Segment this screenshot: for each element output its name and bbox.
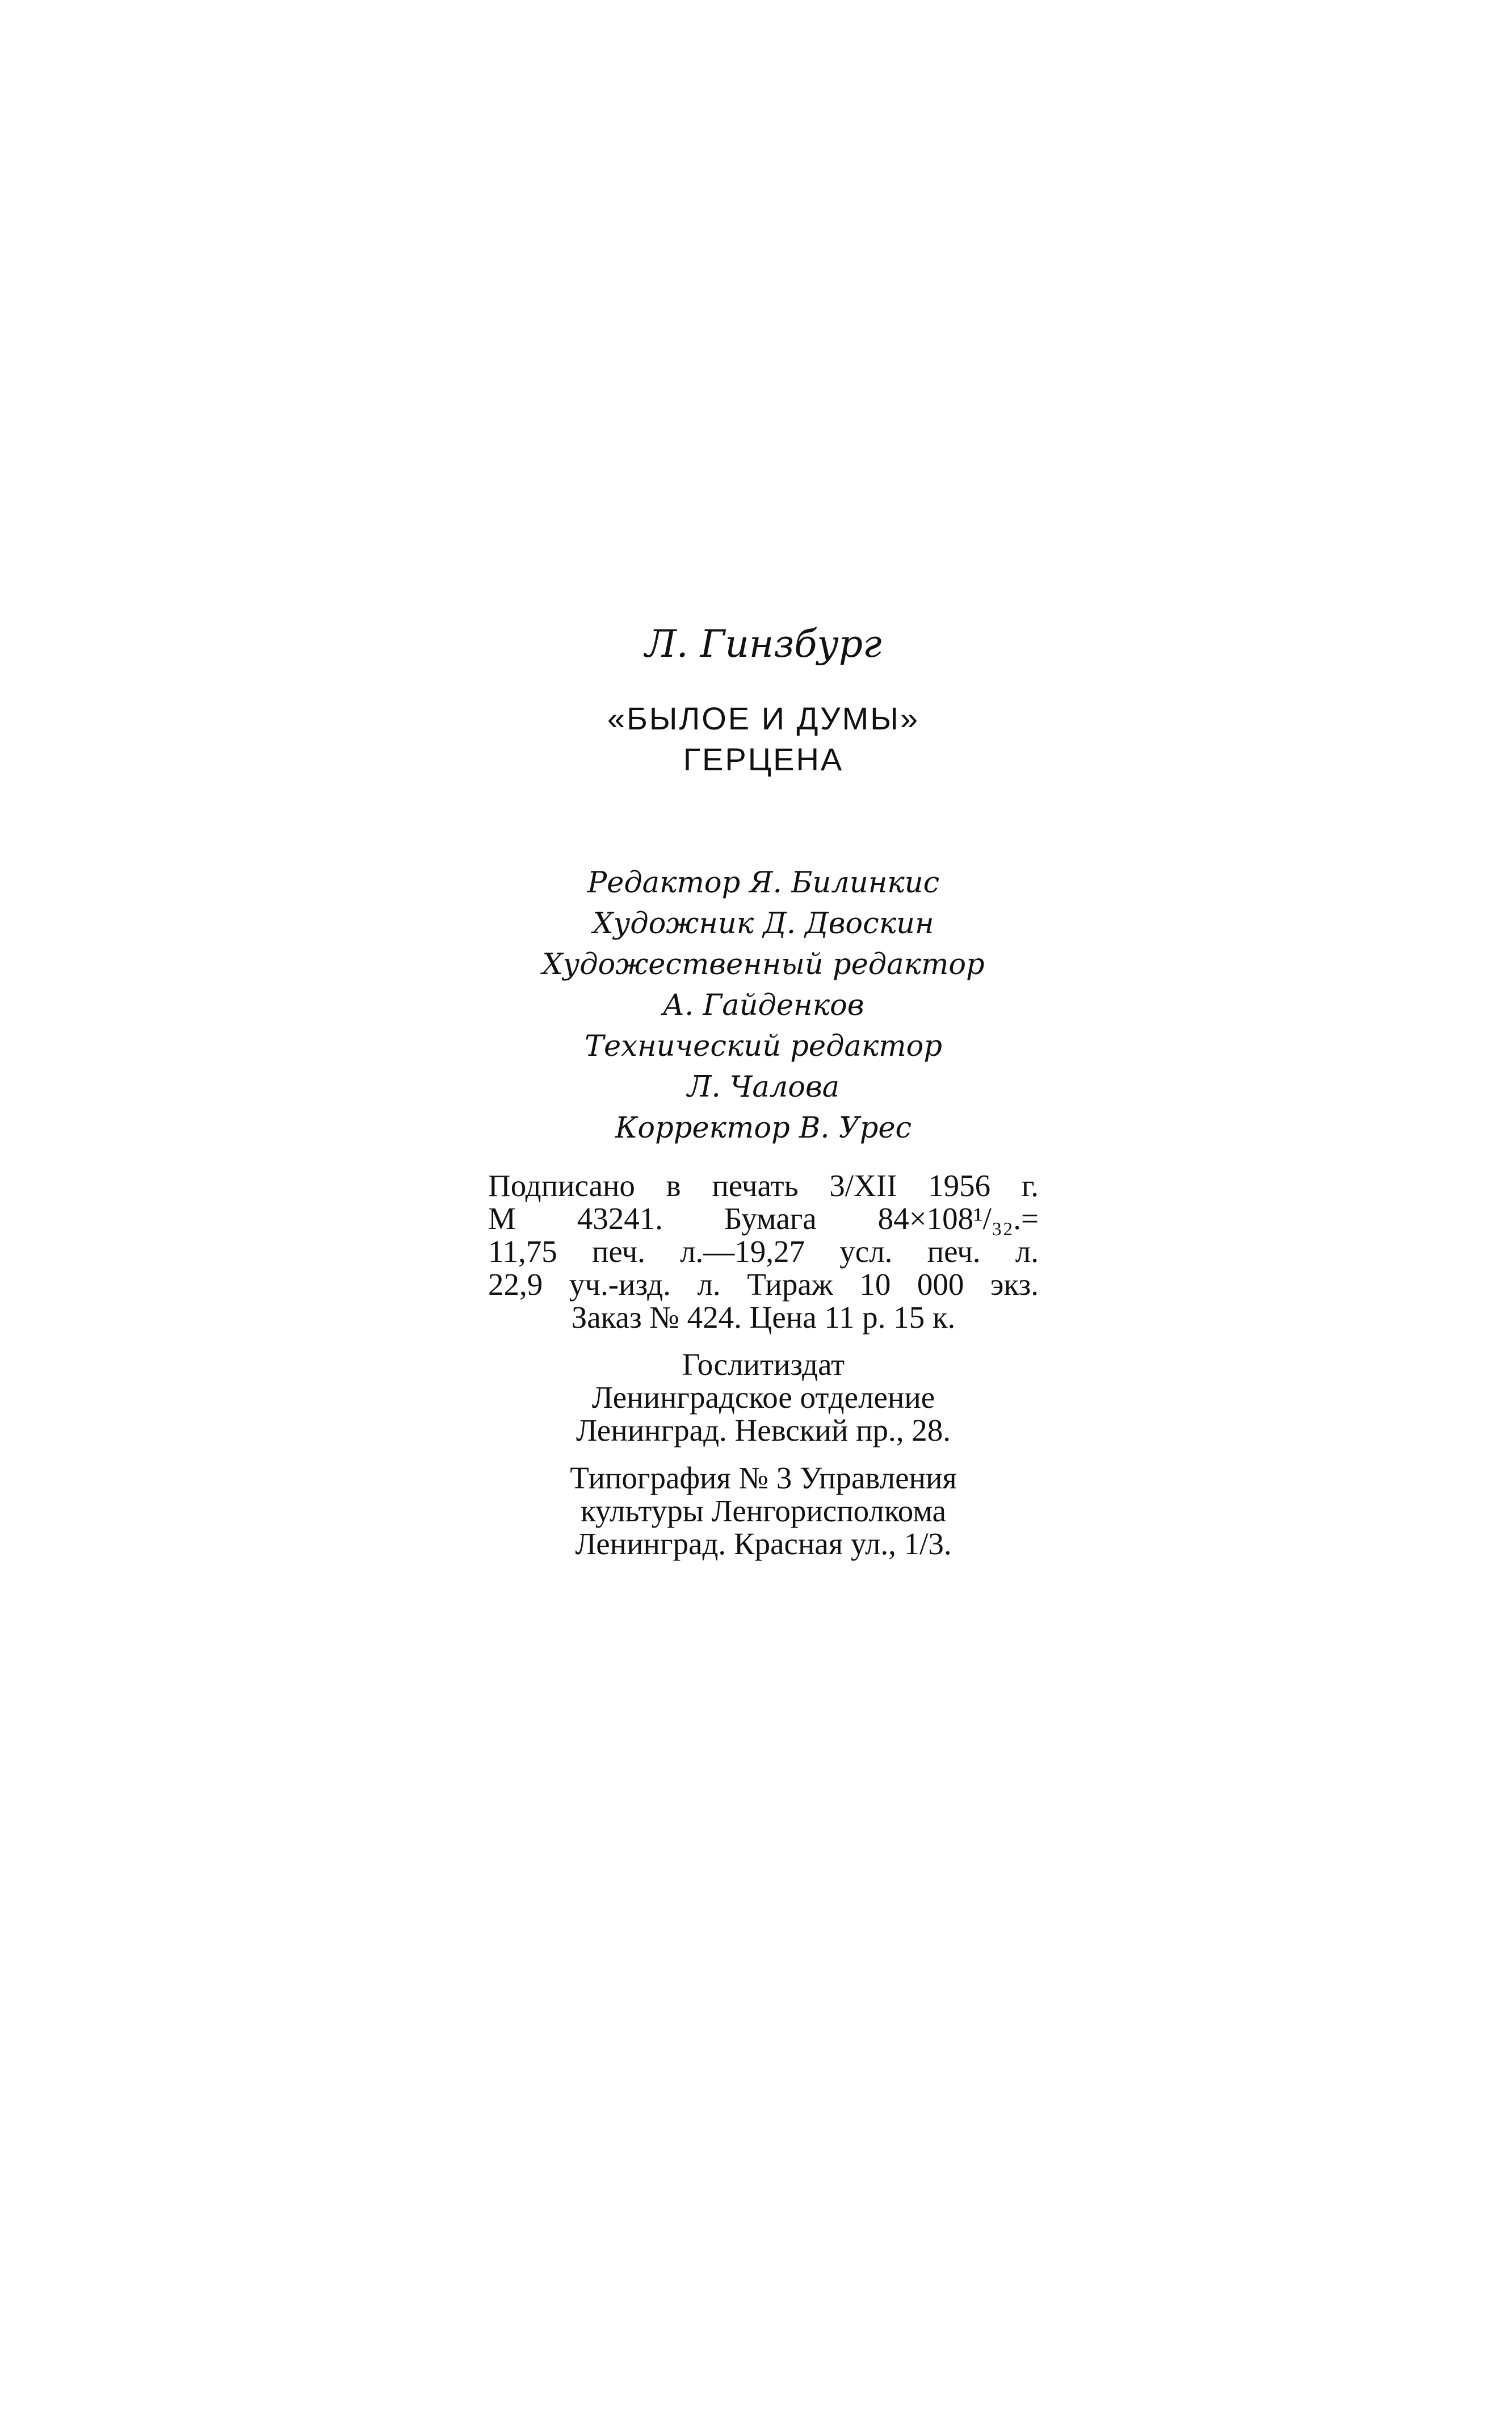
printer-info [488, 1462, 1039, 1560]
imprint-line: 22,9 уч.-изд. л. Тираж 10 000 экз. [488, 1267, 1039, 1302]
publisher-line: Ленинград. Невский пр., 28. [576, 1413, 951, 1448]
credit-art-editor-name: А. Гайденков [662, 989, 864, 1022]
credits-list [488, 863, 1039, 1149]
printer-line: Типография № 3 Управления [570, 1461, 957, 1495]
credit-artist: Художник Д. Двоскин [593, 907, 934, 941]
credit-art-editor-role: Художественный редактор [542, 948, 985, 981]
credit-editor: Редактор Я. Билинкис [587, 866, 940, 900]
imprint-line: 11,75 печ. л.—19,27 усл. печ. л. [488, 1234, 1039, 1269]
author-name: Л. Гинзбург [645, 622, 882, 666]
publisher-line: Гослитиздат [682, 1347, 845, 1382]
printer-line: Ленинград. Красная ул., 1/3. [575, 1526, 952, 1561]
publisher-line: Ленинградское отделение [591, 1380, 935, 1415]
imprint-line: М 43241. Бумага 84×108¹/₃₂.= [488, 1201, 1039, 1236]
credit-proofreader: Корректор В. Урес [615, 1111, 912, 1145]
print-imprint [488, 1169, 1039, 1334]
printer-line: культуры Ленгорисполкома [580, 1493, 947, 1528]
book-title-line-1: «БЫЛОЕ И ДУМЫ» [607, 700, 919, 736]
book-title [488, 698, 1039, 780]
credit-tech-editor-role: Технический редактор [585, 1030, 942, 1063]
imprint-line: Заказ № 424. Цена 11 р. 15 к. [571, 1300, 956, 1335]
book-title-line-2: ГЕРЦЕНА [683, 741, 844, 777]
imprint-line: Подписано в печать 3/XII 1956 г. [488, 1168, 1039, 1203]
credit-tech-editor-name: Л. Чалова [687, 1071, 840, 1104]
publisher-info [488, 1348, 1039, 1447]
